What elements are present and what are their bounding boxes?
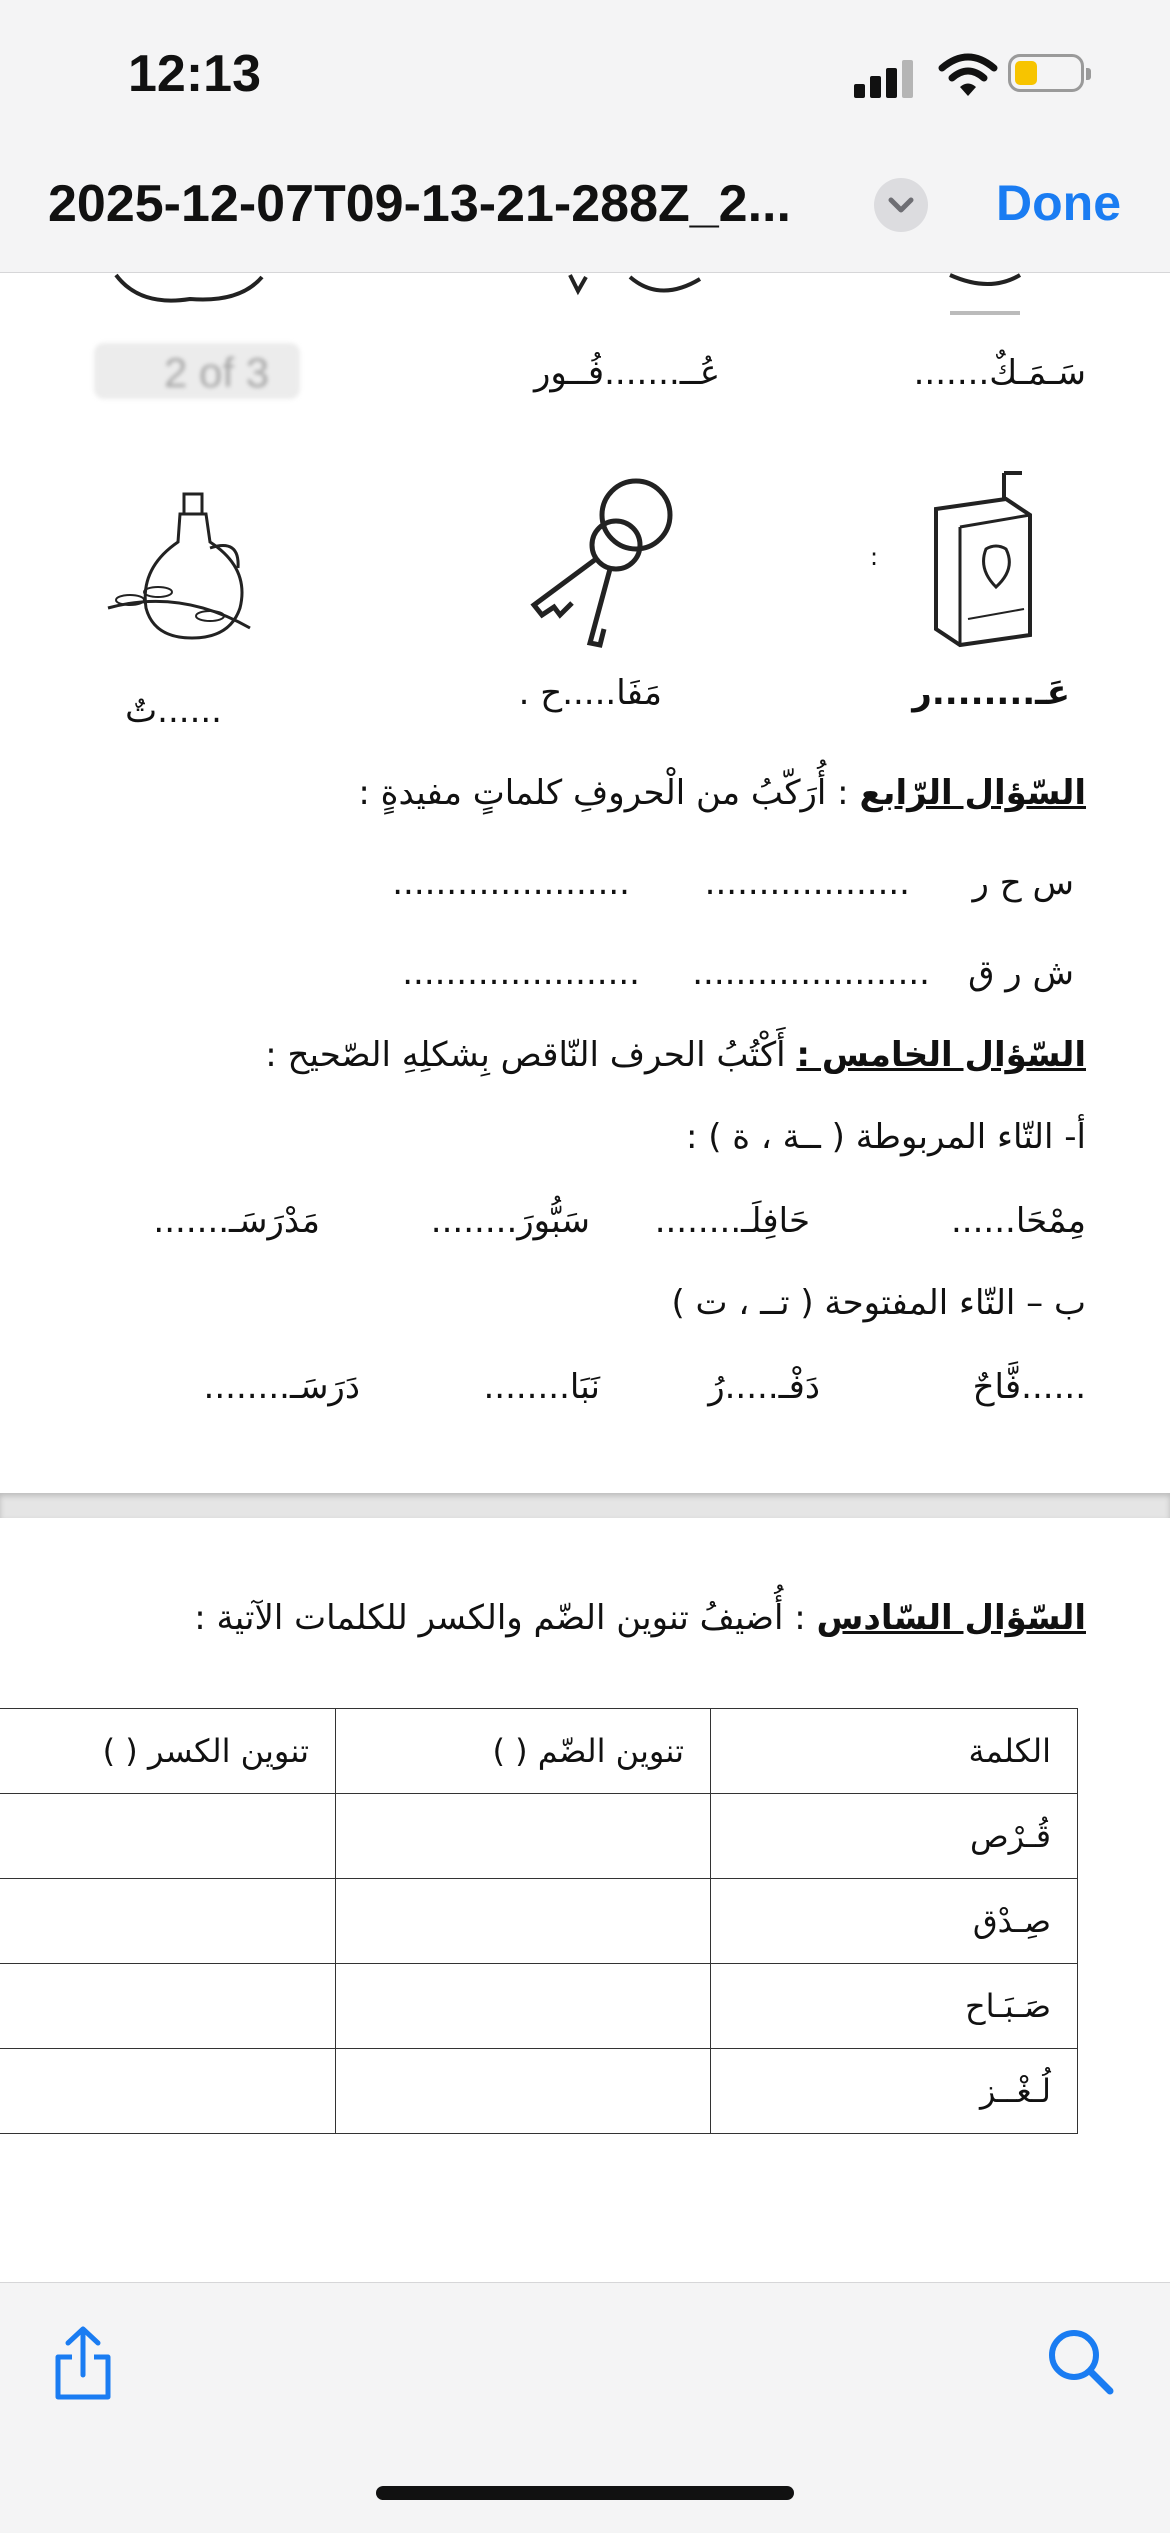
table-word: صِـدْق bbox=[711, 1879, 1078, 1964]
answer-blank: ...................... bbox=[392, 863, 630, 903]
question-6 bbox=[194, 1598, 1086, 1638]
question-5 bbox=[265, 1035, 1086, 1075]
search-icon[interactable] bbox=[1046, 2327, 1116, 2397]
title-menu-button[interactable] bbox=[874, 178, 928, 232]
word-blank: سَـمَـكٌ....... bbox=[913, 353, 1086, 393]
table-row bbox=[0, 1964, 1078, 2049]
battery-icon bbox=[1008, 54, 1084, 92]
answer-blank: ................... bbox=[704, 863, 910, 903]
table-cell-empty bbox=[0, 1794, 336, 1879]
status-time: 12:13 bbox=[128, 45, 261, 103]
home-indicator[interactable] bbox=[376, 2486, 794, 2500]
question-4-instruction: : أُرَكّبُ من الْحروفِ كلماتٍ مفيدةٍ : bbox=[358, 773, 849, 813]
letters-row: س ح ر bbox=[972, 863, 1074, 903]
table-cell-empty bbox=[336, 1794, 711, 1879]
table-cell-empty bbox=[336, 1879, 711, 1964]
tanween-table bbox=[0, 1708, 1078, 2134]
document-page: 2 of 3 سَـمَـكٌ....... عُــ.......فُــور : عَـ........ر مَفَا.....ح . ......تٌ السّؤال الرّابع : أُرَكّبُ من الْحروفِ كلماتٍ مفيدةٍ : س ح ر ................... ...................... ش ر ق ...................... ...................... السّؤال الخامس : أَكْتُبُ الحرف النّاقص بِشكلِهِ الصّحيح : أ- التّاء المربوطة ( ــة ، ة ) : مِمْحَا...... حَافِلَـ........ سَبُّورَ........ مَدْرَسَـ....... ب – التّاء المفتوحة ( تــ ، ت ) ......فَّاحٌ دَفْـ.....رُ نَبَا........ دَرَسَـ........ bbox=[0, 273, 1170, 1493]
question-6-title: السّؤال السّادس bbox=[816, 1598, 1086, 1638]
table-header-row bbox=[0, 1709, 1078, 1794]
status-bar bbox=[0, 0, 1170, 150]
bird-drawing bbox=[560, 273, 710, 297]
done-button[interactable]: Done bbox=[996, 175, 1121, 231]
page-indicator bbox=[94, 343, 300, 399]
word-blank: عَـ........ر bbox=[912, 673, 1070, 713]
navigation-bar bbox=[0, 150, 1170, 273]
question-5-title: السّؤال الخامس : bbox=[796, 1035, 1086, 1075]
question-4-title: السّؤال الرّابع bbox=[859, 773, 1086, 813]
document-page bbox=[0, 1518, 1170, 2280]
page-separator bbox=[0, 1493, 1170, 1518]
table-cell-empty bbox=[0, 2049, 336, 2134]
word-blank: دَرَسَـ........ bbox=[203, 1367, 360, 1407]
word-blank: ......فَّاحٌ bbox=[972, 1367, 1086, 1407]
answer-blank: ...................... bbox=[692, 953, 930, 993]
table-cell-empty bbox=[0, 1964, 336, 2049]
question-6-instruction: : أُضيفُ تنوين الضّم والكسر للكلمات الآتية : bbox=[194, 1598, 806, 1638]
word-blank: عُــ.......فُــور bbox=[533, 353, 720, 393]
question-4 bbox=[358, 773, 1086, 813]
wifi-icon bbox=[938, 52, 998, 98]
table-row bbox=[0, 1794, 1078, 1879]
juice-box-drawing bbox=[926, 469, 1046, 649]
share-icon[interactable] bbox=[50, 2323, 116, 2403]
part-b-label: ب – التّاء المفتوحة ( تــ ، ت ) bbox=[671, 1283, 1086, 1323]
word-blank: مَدْرَسَـ....... bbox=[153, 1201, 320, 1241]
document-title[interactable]: 2025-12-07T09-13-21-288Z_2... bbox=[48, 175, 791, 233]
word-blank: ......تٌ bbox=[125, 691, 222, 731]
fish-drawing bbox=[110, 273, 270, 303]
answer-blank: ...................... bbox=[402, 953, 640, 993]
word-blank: سَبُّورَ........ bbox=[430, 1201, 590, 1241]
table-row bbox=[0, 2049, 1078, 2134]
fish-drawing-right bbox=[930, 273, 1040, 323]
table-header: تنوين الضّم ( ) bbox=[336, 1709, 711, 1794]
table-word: لُـغْــز bbox=[711, 2049, 1078, 2134]
table-cell-empty bbox=[336, 1964, 711, 2049]
letters-row: ش ر ق bbox=[968, 953, 1074, 993]
word-blank: مِمْحَا...... bbox=[950, 1201, 1086, 1241]
question-5-instruction: أَكْتُبُ الحرف النّاقص بِشكلِهِ الصّحيح : bbox=[265, 1035, 786, 1075]
olive-oil-bottle-drawing bbox=[100, 488, 280, 648]
table-cell-empty bbox=[336, 2049, 711, 2134]
word-blank: مَفَا.....ح . bbox=[518, 673, 662, 713]
cellular-signal-icon bbox=[854, 58, 916, 98]
part-a-label: أ- التّاء المربوطة ( ــة ، ة ) : bbox=[685, 1117, 1086, 1157]
word-blank: دَفْـ.....رُ bbox=[708, 1367, 820, 1407]
table-header: الكلمة bbox=[711, 1709, 1078, 1794]
word-blank: نَبَا........ bbox=[483, 1367, 600, 1407]
page-indicator-label: 2 of 3 bbox=[164, 349, 270, 396]
table-word: قُـرْص bbox=[711, 1794, 1078, 1879]
table-header: تنوين الكسر ( ) bbox=[0, 1709, 336, 1794]
keys-drawing bbox=[520, 473, 680, 653]
table-cell-empty bbox=[0, 1879, 336, 1964]
table-row bbox=[0, 1879, 1078, 1964]
word-blank: حَافِلَـ........ bbox=[654, 1201, 810, 1241]
table-word: صَـبَـاح bbox=[711, 1964, 1078, 2049]
chevron-down-icon bbox=[874, 178, 928, 232]
